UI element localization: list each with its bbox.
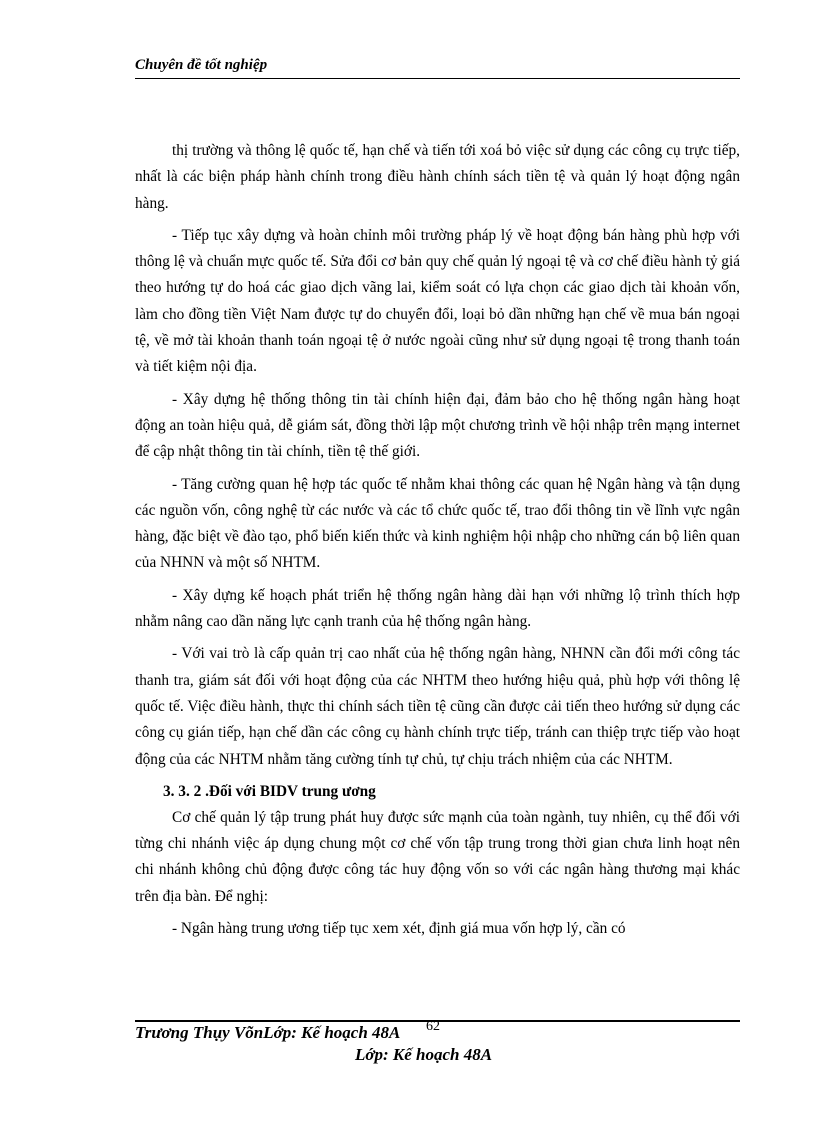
footer-class-line: Lớp: Kế hoạch 48A — [355, 1045, 493, 1064]
document-body — [135, 138, 740, 948]
paragraph-5: - Xây dựng kế hoạch phát triển hệ thống ngân hàng dài hạn với những lộ trình thích hợp nhằm nâng cao dần năng lực cạnh tranh của hệ thống ngân hàng. — [135, 586, 740, 631]
page-number: 62 — [426, 1019, 440, 1034]
paragraph-3: - Xây dựng hệ thống thông tin tài chính hiện đại, đảm bảo cho hệ thống ngân hàng hoạt động an toàn hiệu quả, dễ giám sát, đồng thời lập một chương trình về hội nhập trên mạng internet để cập nhật thông tin tài chính, tiền tệ thế giới. — [135, 390, 740, 461]
paragraph-2: - Tiếp tục xây dựng và hoàn chỉnh môi trường pháp lý về hoạt động bán hàng phù hợp với thông lệ và chuẩn mực quốc tế. Sửa đổi cơ bản quy chế quản lý ngoại tệ và cơ chế điều hành tỷ giá theo hướng tự do hoá các giao dịch vãng lai, kiểm soát có lựa chọn các giao dịch tài khoản vốn, làm cho đồng tiền Việt Nam được tự do chuyển đổi, loại bỏ dần những hạn chế về mua bán ngoại tệ, về mở tài khoản thanh toán ngoại tệ ở nước ngoài cũng như sử dụng ngoại tệ trong thanh toán và tiết kiệm nội địa. — [135, 226, 740, 376]
section-paragraph-2: - Ngân hàng trung ương tiếp tục xem xét, định giá mua vốn hợp lý, cần có — [172, 920, 626, 938]
header-divider — [135, 78, 740, 79]
footer-author-line: Trương Thụy VõnLớp: Kế hoạch 48A — [135, 1023, 401, 1042]
page-header-title: Chuyên đề tốt nghiệp — [135, 57, 268, 73]
paragraph-1: thị trường và thông lệ quốc tế, hạn chế và tiến tới xoá bỏ việc sử dụng các công cụ trực tiếp, nhất là các biện pháp hành chính trong điều hành chính sách tiền tệ và quản lý hoạt động ngân hàng. — [135, 142, 740, 212]
section-paragraph-1: Cơ chế quản lý tập trung phát huy được sức mạnh của toàn ngành, tuy nhiên, cụ thể đối với từng chi nhánh việc áp dụng chung một cơ chế vốn tập trung trong thời gian chưa linh hoạt nên chi nhánh không chủ động được công tác huy động vốn so với các ngân hàng thương mại khác trên địa bàn. Để nghị: — [135, 808, 740, 905]
paragraph-4: - Tăng cường quan hệ hợp tác quốc tế nhằm khai thông các quan hệ Ngân hàng và tận dụng các nguồn vốn, công nghệ từ các nước và các tổ chức quốc tế, trao đổi thông tin về lĩnh vực ngân hàng, đặc biệt về đào tạo, phổ biến kiến thức và kinh nghiệm hội nhập cho những cán bộ liên quan của NHNN và một số NHTM. — [135, 475, 740, 572]
section-heading: 3. 3. 2 .Đối với BIDV trung ương — [163, 782, 376, 800]
paragraph-6: - Với vai trò là cấp quản trị cao nhất của hệ thống ngân hàng, NHNN cần đổi mới công tác thanh tra, giám sát đối với hoạt động của các NHTM theo hướng hiệu quả, phù hợp với thông lệ quốc tế. Việc điều hành, thực thi chính sách tiền tệ cũng cần được cải tiến theo hướng sử dụng các công cụ gián tiếp, hạn chế dần các công cụ hành chính trực tiếp, tránh can thiệp trực tiếp vào hoạt động của các NHTM nhằm tăng cường tính tự chủ, tự chịu trách nhiệm của các NHTM. — [135, 645, 740, 768]
